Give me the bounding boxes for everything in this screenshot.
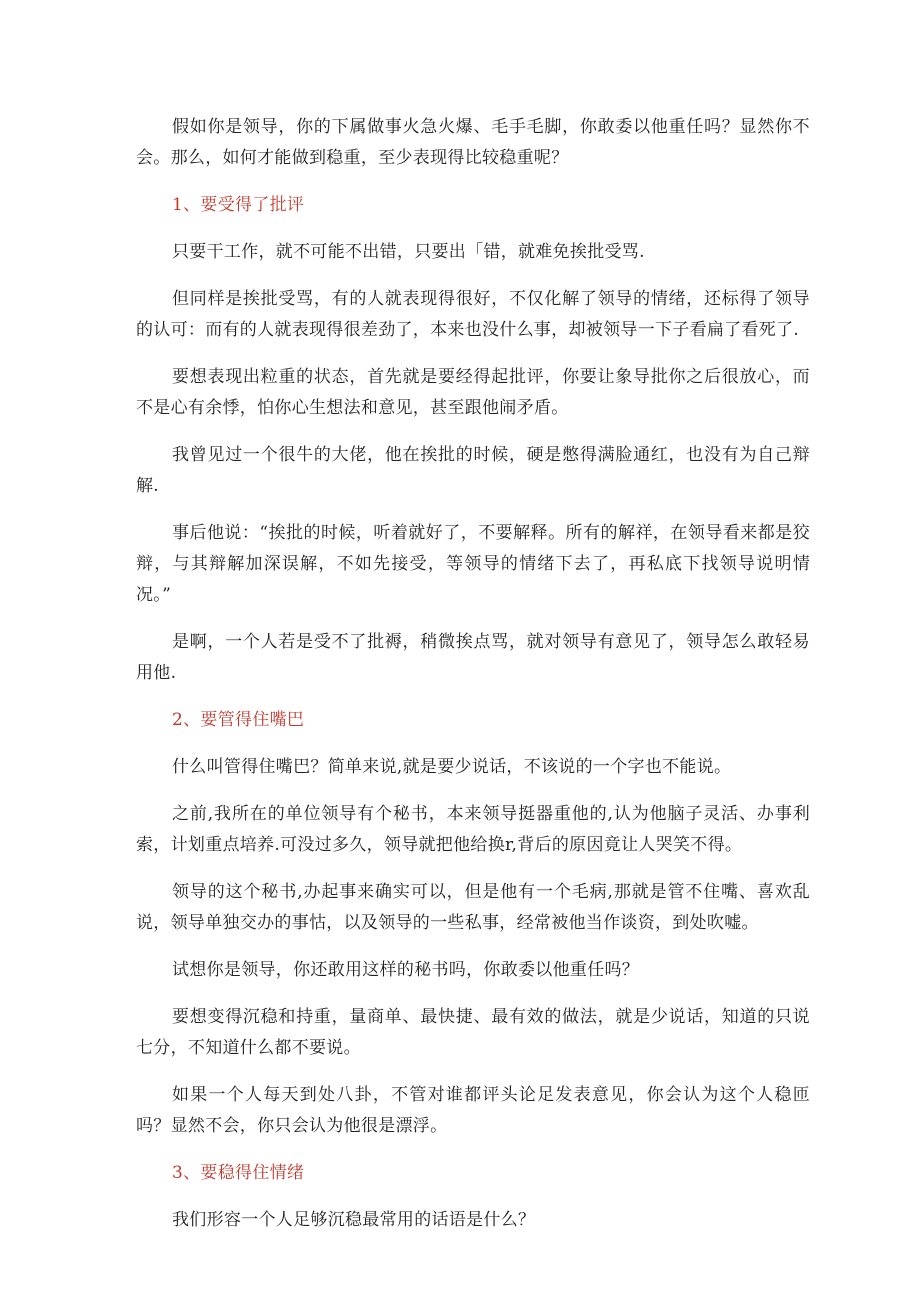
intro-paragraph: 假如你是领导，你的下属做事火急火爆、毛手毛脚，你敢委以他重任吗？显然你不会。那么，如何才能做到稳重，至少表现得比较稳重呢？ — [136, 117, 810, 168]
section-3-heading: 3、要稳得住情绪 — [172, 1163, 305, 1183]
section-1-paragraph: 只要干工作，就不可能不出错，只要出「错，就难免挨批受骂. — [172, 242, 645, 262]
section-3-paragraph: 我们形容一个人足够沉稳最常用的话语是什么？ — [172, 1210, 536, 1230]
section-1-paragraph: 要想表现出粒重的状态，首先就是要经得起批评，你要让象导批你之后很放心，而不是心有余悸，怕你心生想法和意见，甚至跟他闹矛盾。 — [136, 367, 810, 418]
section-1-paragraph: 我曾见过一个很牛的大佬，他在挨批的时候，硬是憋得满脸通红，也没有为自己辩解. — [136, 445, 810, 496]
section-1-paragraph: 但同样是挨批受骂，有的人就表现得很好，不仅化解了领导的情绪，还标得了领导的认可：而有的人就表现得很差劲了，本来也没什么事，却被领导一下子看扁了看死了. — [136, 289, 810, 340]
section-2-paragraph: 试想你是领导，你还敢用这样的秘书吗，你敢委以他重任吗？ — [172, 960, 640, 980]
section-2-paragraph: 之前,我所在的单位领导有个秘书，本来领导挺器重他的,认为他脑子灵活、办事利索，计划重点培养.可没过多久，领导就把他给换r,背后的原因竟让人哭笑不得。 — [136, 804, 810, 855]
section-2-paragraph: 什么叫管得住嘴巴？简单来说,就是要少说话，不该说的一个字也不能说。 — [172, 757, 732, 777]
section-2-heading: 2、要管得住嘴巴 — [172, 710, 305, 730]
section-2-paragraph: 领导的这个秘书,办起事来确实可以，但是他有一个毛病,那就是管不住嘴、喜欢乱说，领导单独交办的事怙，以及领导的一些私事，经常被他当作谈资，到处吹嘘。 — [136, 882, 810, 933]
section-2-paragraph: 如果一个人每天到处八卦，不管对谁都评头论足发表意见，你会认为这个人稳匝吗？显然不会，你只会认为他很是漂浮。 — [136, 1085, 810, 1136]
section-1-heading: 1、要受得了批评 — [172, 195, 305, 215]
section-1-paragraph: 事后他说：“挨批的时候，听着就好了，不要解释。所有的解祥，在领导看来都是狡辩，与其辩解加深误解，不如先接受，等领导的情绪下去了，再私底下找领导说明情况。” — [136, 523, 810, 605]
section-2-paragraph: 要想变得沉稳和持重，量商单、最快捷、最有效的做法，就是少说话，知道的只说七分，不知道什么都不要说。 — [136, 1007, 810, 1058]
section-1-paragraph: 是啊，一个人若是受不了批褥，稍微挨点骂，就对领导有意见了，领导怎么敢轻易用他. — [136, 632, 810, 683]
